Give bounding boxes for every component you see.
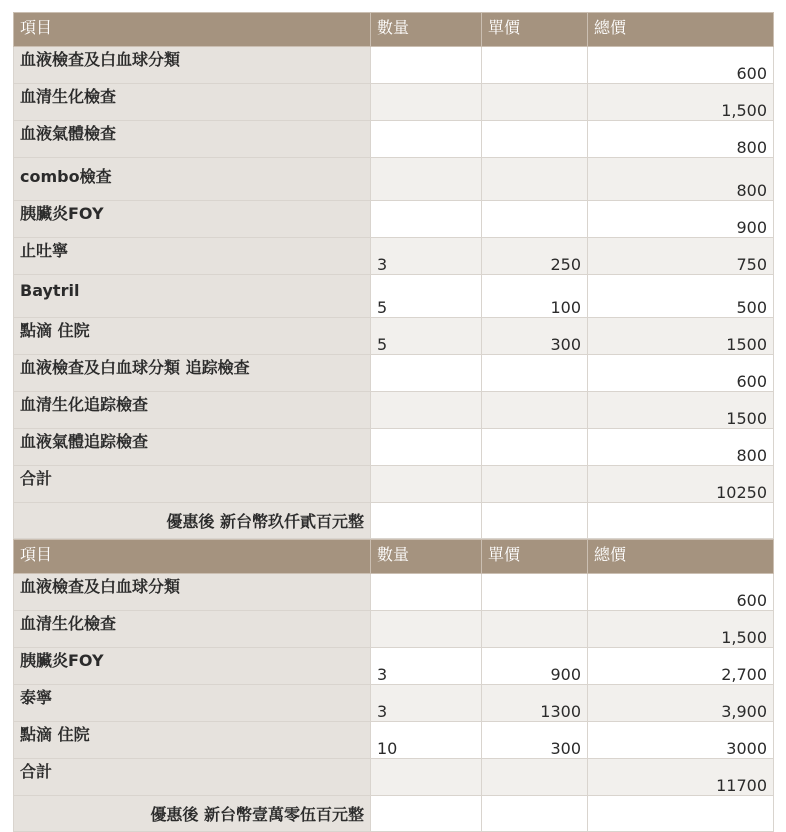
item-total: 1500 [588,318,774,355]
discount-empty-cell [482,796,588,832]
table-row [14,355,774,392]
item-quantity [371,47,482,84]
subtotal-row [14,466,774,503]
discount-row [14,796,774,832]
header-unit-price: 單價 [482,13,588,47]
discount-row [14,503,774,539]
table-row [14,158,774,201]
table-row [14,275,774,318]
discount-empty-cell [588,503,774,539]
item-unit-price: 100 [482,275,588,318]
header-item: 項目 [14,540,371,574]
item-name: Baytril [14,275,371,318]
item-quantity: 3 [371,648,482,685]
discount-text: 優惠後 新台幣壹萬零伍百元整 [14,796,371,832]
item-unit-price [482,466,588,503]
item-unit-price [482,611,588,648]
subtotal-label: 合計 [14,759,371,796]
header-item: 項目 [14,13,371,47]
item-total: 1500 [588,392,774,429]
item-total: 800 [588,158,774,201]
item-quantity [371,84,482,121]
item-total: 800 [588,429,774,466]
item-unit-price [482,392,588,429]
discount-empty-cell [371,503,482,539]
item-total: 800 [588,121,774,158]
item-unit-price [482,47,588,84]
item-name: 泰寧 [14,685,371,722]
subtotal-label: 合計 [14,466,371,503]
item-total: 3000 [588,722,774,759]
item-total: 600 [588,574,774,611]
item-unit-price [482,574,588,611]
item-total: 2,700 [588,648,774,685]
item-total: 1,500 [588,611,774,648]
header-quantity: 數量 [371,540,482,574]
table-row [14,429,774,466]
item-name: 血液檢查及白血球分類 [14,47,371,84]
item-name: 胰臟炎FOY [14,648,371,685]
table-row [14,392,774,429]
item-total: 600 [588,47,774,84]
table-row [14,47,774,84]
item-total: 600 [588,355,774,392]
item-name: 胰臟炎FOY [14,201,371,238]
header-quantity: 數量 [371,13,482,47]
item-unit-price [482,429,588,466]
item-unit-price: 250 [482,238,588,275]
subtotal-row [14,759,774,796]
item-name: 點滴 住院 [14,722,371,759]
item-quantity: 3 [371,685,482,722]
item-quantity: 3 [371,238,482,275]
item-quantity: 5 [371,318,482,355]
item-name: 血液氣體檢查 [14,121,371,158]
header-row [14,540,774,574]
item-name: combo檢查 [14,158,371,201]
item-quantity [371,429,482,466]
item-name: 血清生化檢查 [14,611,371,648]
table-row [14,574,774,611]
header-row [14,13,774,47]
subtotal-value: 10250 [588,466,774,503]
item-quantity [371,355,482,392]
table-row [14,84,774,121]
item-unit-price [482,201,588,238]
item-quantity: 5 [371,275,482,318]
discount-empty-cell [482,503,588,539]
item-quantity [371,201,482,238]
table-row [14,318,774,355]
item-unit-price: 1300 [482,685,588,722]
item-unit-price: 300 [482,722,588,759]
table-row [14,238,774,275]
item-quantity [371,158,482,201]
header-total-price: 總價 [588,540,774,574]
header-unit-price: 單價 [482,540,588,574]
item-total: 3,900 [588,685,774,722]
item-unit-price [482,84,588,121]
item-unit-price: 300 [482,318,588,355]
discount-empty-cell [371,796,482,832]
table-row [14,685,774,722]
item-quantity [371,121,482,158]
item-unit-price: 900 [482,648,588,685]
item-name: 血液氣體追踪檢查 [14,429,371,466]
item-name: 血清生化檢查 [14,84,371,121]
item-total: 750 [588,238,774,275]
bill-table-1 [13,12,774,539]
table-row [14,121,774,158]
item-name: 點滴 住院 [14,318,371,355]
table-row [14,648,774,685]
discount-empty-cell [588,796,774,832]
item-quantity [371,466,482,503]
item-quantity [371,611,482,648]
table-row [14,201,774,238]
item-unit-price [482,158,588,201]
table-row [14,611,774,648]
item-quantity [371,759,482,796]
item-name: 血液檢查及白血球分類 追踪檢查 [14,355,371,392]
item-name: 止吐寧 [14,238,371,275]
bill-table-2 [13,539,774,832]
invoice-sheet [13,12,773,832]
item-name: 血清生化追踪檢查 [14,392,371,429]
item-total: 900 [588,201,774,238]
item-quantity: 10 [371,722,482,759]
item-unit-price [482,355,588,392]
table-row [14,722,774,759]
item-quantity [371,392,482,429]
item-name: 血液檢查及白血球分類 [14,574,371,611]
discount-text: 優惠後 新台幣玖仟貳百元整 [14,503,371,539]
item-unit-price [482,121,588,158]
item-total: 1,500 [588,84,774,121]
item-quantity [371,574,482,611]
header-total-price: 總價 [588,13,774,47]
item-total: 500 [588,275,774,318]
subtotal-value: 11700 [588,759,774,796]
item-unit-price [482,759,588,796]
